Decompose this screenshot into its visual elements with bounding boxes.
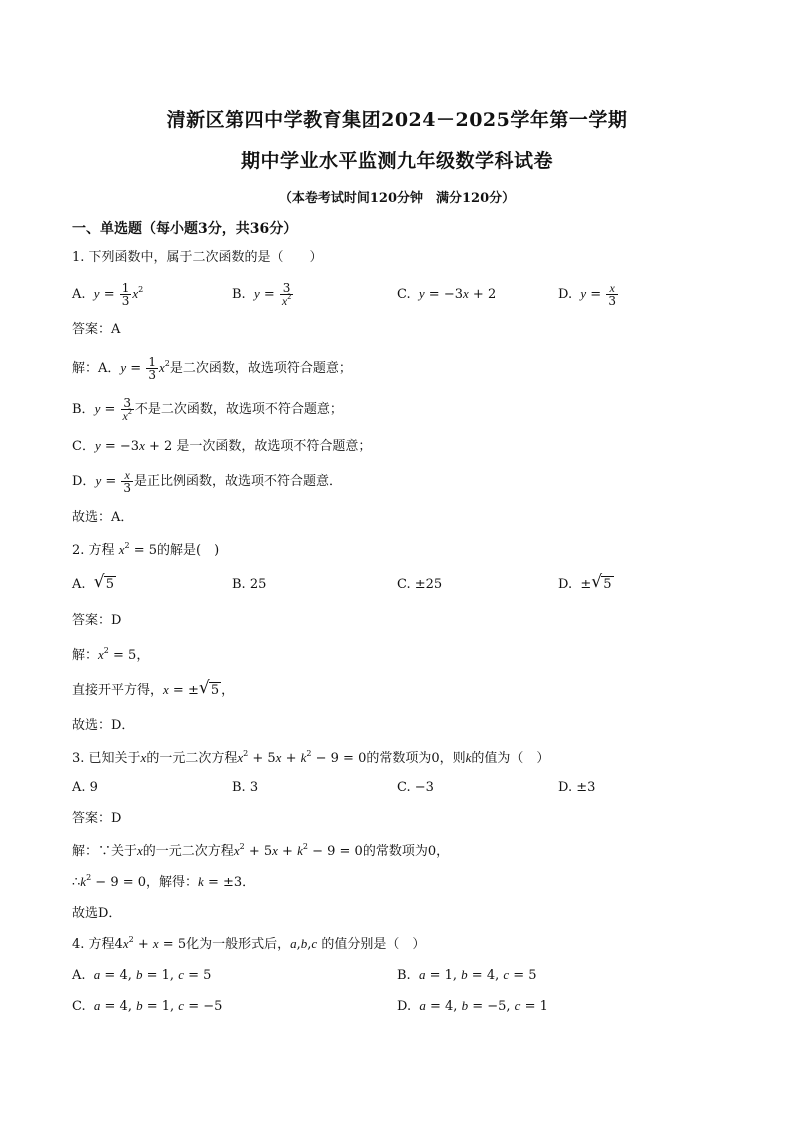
exam-subtitle: 期中学业水平监测九年级数学科试卷 [240,150,553,172]
question-1-option-a: A. y = $\frac{1}{3}$ $x^2$ [72,281,144,308]
question-3-stem: 3. 已知关于x的一元二次方程$x^2 + 5x + k^2 - 9 = 0$的常数项为0，则k的值为（ ） [72,749,550,766]
exam-title: 清新区第四中学教育集团2024－2025学年第一学期 [166,109,628,131]
question-2-answer: 答案：D [72,613,122,628]
question-1-solution-b: B．y = $\frac{3}{x^2}$ 不是二次函数，故选项不符合题意； [72,396,343,423]
question-4-option-a: A. a = 4, b = 1, c = 5 [72,967,212,983]
question-3-choice: 故选D． [72,906,122,921]
question-1-solution-d: D．y = $\frac{x}{3}$ 是正比例函数，故选项不符合题意． [72,468,343,495]
question-2-option-b: B. 25 [232,577,267,592]
question-1-solution-a: 解：A．y = $\frac{1}{3}$ $x^2$是二次函数，故选项符合题意； [72,355,352,382]
question-2-option-d: D. ±√ 5 [558,575,614,595]
question-2-choice: 故选：D． [72,718,135,733]
question-2-solution-2: 直接开平方得，x = ±√ 5 ， [72,680,234,701]
exam-note: （本卷考试时间120分钟 满分120分） [278,191,516,206]
question-2-option-a: A. √ 5 [72,575,116,595]
question-4-option-b: B. a = 1, b = 4, c = 5 [397,967,537,983]
question-1-option-c: C. y = −3x + 2 [397,286,497,302]
question-2-option-c: C. ±25 [397,577,443,592]
question-4-option-c: C. a = 4, b = 1, c = −5 [72,998,223,1014]
question-3-option-d: D. ±3 [558,780,596,795]
question-3-solution-1: 解：∵关于x的一元二次方程$x^2 + 5x + k^2 - 9 = 0$的常数项为0， [72,842,450,859]
question-4-option-d: D. a = 4, b = −5, c = 1 [397,998,548,1014]
question-1-answer: 答案：A [72,322,121,337]
question-1-option-d: D. y = $\frac{x}{3}$ [558,281,616,308]
question-3-option-b: B. 3 [232,780,259,795]
question-1-solution-c: C．y = −3x + 2 是一次函数，故选项不符合题意； [72,438,372,454]
question-1-option-b: B. y = $\frac{3}{x^2}$ [232,281,292,308]
question-3-solution-2: $\therefore k^2 - 9 = 0$，解得：k = ±3． [72,873,256,890]
question-3-option-a: A. 9 [72,780,98,795]
question-3-answer: 答案：D [72,811,122,826]
question-4-stem: 4. 方程$4x^2 + x = 5$化为一般形式后，a,b,c 的值分别是（ ） [72,935,426,952]
section-title: 一、单选题（每小题3分，共36分） [72,221,298,237]
question-3-option-c: C. −3 [397,780,434,795]
question-2-stem: 2. 方程 $x^2 = 5$的解是( ) [72,541,220,558]
question-2-solution-1: 解：$x^2 = 5$， [72,646,150,663]
question-1-choice: 故选：A． [72,510,134,525]
question-1-stem: 1. 下列函数中，属于二次函数的是（ ） [72,250,323,265]
